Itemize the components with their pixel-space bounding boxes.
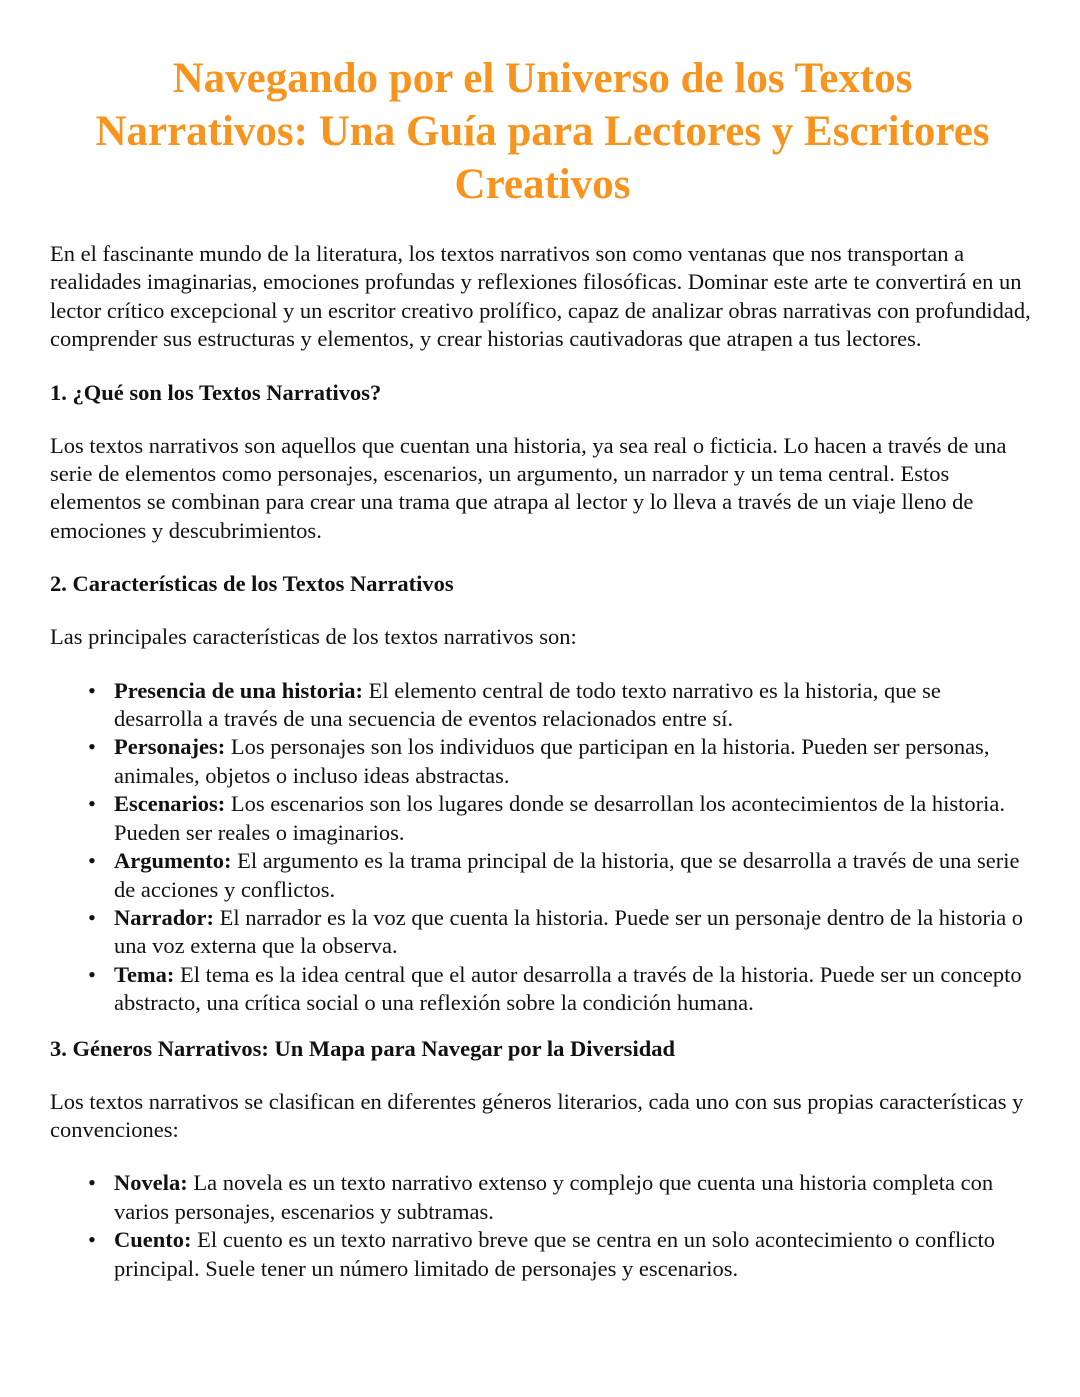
- bullet-icon: •: [88, 791, 96, 817]
- list-item-term: Escenarios:: [114, 791, 226, 817]
- bullet-icon: •: [88, 848, 96, 874]
- bullet-icon: •: [88, 961, 96, 987]
- list-item: [50, 790, 1035, 847]
- section-1-heading: 1. ¿Qué son los Textos Narrativos?: [50, 379, 382, 405]
- section-2-intro: Las principales características de los textos narrativos son:: [50, 624, 577, 650]
- genres-list: [50, 1169, 1035, 1283]
- title-line-1: Navegando por el Universo de los Textos: [172, 55, 913, 102]
- list-item-text: El elemento central de todo texto narrativo es la historia, que se desarrolla a través de una secuencia de eventos relacionados entre sí.: [114, 677, 941, 732]
- title-line-2: Narrativos: Una Guía para Lectores y Escritores: [95, 108, 990, 155]
- list-item: [50, 847, 1035, 904]
- section-3-intro: Los textos narrativos se clasifican en diferentes géneros literarios, cada uno con sus propias características y convenciones:: [50, 1088, 1024, 1142]
- list-item: [50, 733, 1035, 790]
- list-item-term: Novela:: [114, 1170, 188, 1196]
- section-2-heading: 2. Características de los Textos Narrativos: [50, 571, 454, 597]
- list-item-text: El argumento es la trama principal de la historia, que se desarrolla a través de una serie de acciones y conflictos.: [114, 848, 1020, 902]
- list-item: [50, 1169, 1035, 1226]
- list-item-term: Presencia de una historia:: [114, 677, 363, 703]
- title-line-3: Creativos: [454, 161, 631, 208]
- list-item: [50, 1226, 1035, 1283]
- list-item-term: Narrador:: [114, 904, 214, 930]
- list-item-text: Los escenarios son los lugares donde se desarrollan los acontecimientos de la historia. Pueden ser reales o imaginarios.: [114, 791, 1006, 845]
- list-item-text: Los personajes son los individuos que participan en la historia. Pueden ser personas, animales, objetos o incluso ideas abstractas.: [114, 734, 990, 788]
- bullet-icon: •: [88, 677, 96, 703]
- bullet-icon: •: [88, 734, 96, 760]
- bullet-icon: •: [88, 1170, 96, 1196]
- list-item-term: Personajes:: [114, 734, 226, 760]
- list-item-text: El tema es la idea central que el autor desarrolla a través de la historia. Puede ser un concepto abstracto, una crítica social o una reflexión sobre la condición humana.: [114, 961, 1022, 1016]
- list-item: [50, 961, 1035, 1018]
- characteristics-list: [50, 677, 1035, 1018]
- intro-paragraph: En el fascinante mundo de la literatura, los textos narrativos son como ventanas que nos transportan a realidades imaginarias, emociones profundas y reflexiones filosóficas. Dominar este arte te convertirá en un lector crítico excepcional y un escritor creativo prolífico, capaz de analizar obras narrativas con profundidad, comprender sus estructuras y elementos, y crear historias cautivadoras que atrapen a tus lectores.: [50, 241, 1031, 352]
- section-3-heading: 3. Géneros Narrativos: Un Mapa para Navegar por la Diversidad: [50, 1035, 675, 1061]
- list-item-term: Tema:: [114, 961, 175, 987]
- list-item-text: El narrador es la voz que cuenta la historia. Puede ser un personaje dentro de la historia o una voz externa que la observa.: [114, 904, 1024, 959]
- document-title: [50, 52, 1035, 211]
- list-item-term: Argumento:: [114, 848, 232, 874]
- list-item: [50, 677, 1035, 734]
- document-page: [50, 52, 1035, 1283]
- section-1-body: Los textos narrativos son aquellos que cuentan una historia, ya sea real o ficticia. Lo hacen a través de una serie de elementos como personajes, escenarios, un argumento, un narrador y un tema central. Estos elementos se combinan para crear una trama que atrapa al lector y lo lleva a través de un viaje lleno de emociones y descubrimientos.: [50, 432, 1007, 543]
- list-item-text: El cuento es un texto narrativo breve que se centra en un solo acontecimiento o conflicto principal. Suele tener un número limitado de personajes y escenarios.: [114, 1227, 995, 1281]
- list-item: [50, 904, 1035, 961]
- bullet-icon: •: [88, 904, 96, 930]
- list-item-text: La novela es un texto narrativo extenso y complejo que cuenta una historia completa con varios personajes, escenarios y subtramas.: [114, 1170, 994, 1224]
- list-item-term: Cuento:: [114, 1227, 192, 1253]
- bullet-icon: •: [88, 1227, 96, 1253]
